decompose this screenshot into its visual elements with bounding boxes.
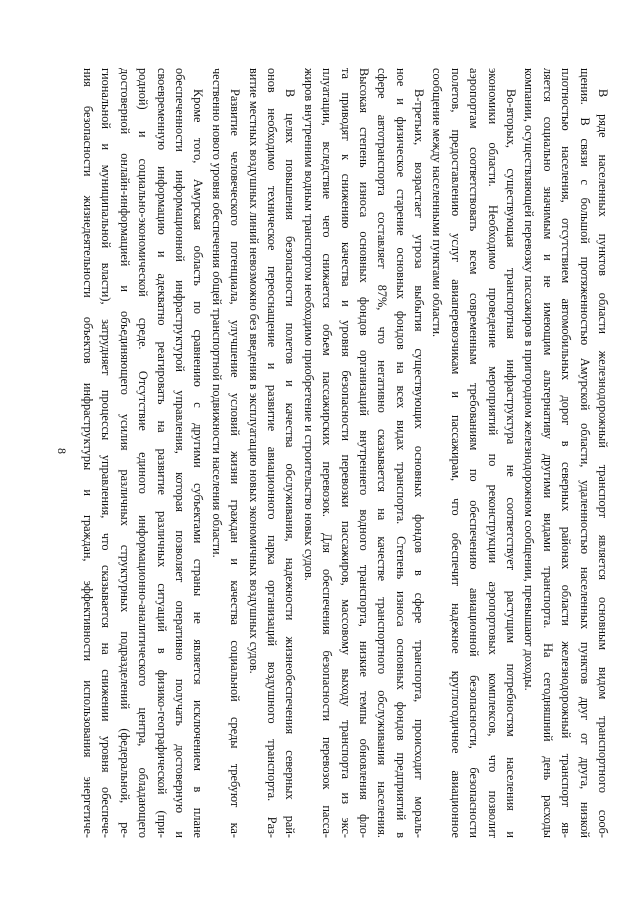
text-line: гиональной и муниципальной власти), затрудняет процессы управления, что сказывается на снижении уровня обеспече- (99, 68, 114, 838)
text-line: своевременную информацию и адекватно реагировать на развитие различных ситуаций в физико-географической (при- (154, 68, 169, 838)
text-line: плотностью населения, отсутствием автомобильных дорог в северных районах области железнодорожный транспорт яв- (559, 68, 574, 838)
text-line: ляется социально значимым и не имеющим альтернативу другими видами транспорта. На сегодняшний день расходы (540, 68, 555, 838)
text-line: щения. В связи с большой протяженностью Амурской области, удаленностью населенных пунктов друг от друга, низкой (577, 68, 592, 838)
text-line: чественно нового уровня обеспечения общей транспортной подвижности населения области. (209, 68, 224, 558)
text-line: компании, осуществляющей перевозку пассажиров в пригородном железнодорожном сообщении, превышают доходы. (522, 68, 537, 691)
text-line: полетов, предоставлению услуг авиаперевозчикам и пассажирам, что обеспечит надежное круглогодичное авиационное (448, 68, 463, 838)
page-number: 8 (55, 448, 69, 454)
text-line: В-третьих, возрастает угроза выбытия существующих основных фондов в сфере транспорта, происходит мораль- (412, 89, 427, 838)
text-line: жиров внутренним водным транспортом необходимо приобретение и строительство новых судов. (301, 68, 316, 581)
text-line: Высокая степень износа основных фондов организаций внутреннего водного транспорта, низкие темпы обновления фло- (356, 68, 371, 838)
text-line: аэропортам соответствовать всем современным требованиям по обеспечению авиационной безопасности, безопасности (467, 68, 482, 838)
text-line: плуатации, вследствие чего снижается объем пассажирских перевозок. Для обеспечения безопасности перевозок пасса- (320, 68, 335, 838)
text-line: экономики области. Необходимо проведение мероприятий по реконструкции аэропортовых комплексов, что позволит (485, 68, 500, 838)
text-line: Во-вторых, существующая транспортная инфраструктура не соответствует растущим потребностям населения и (504, 89, 519, 838)
text-line: онов необходимо техническое переоснащение и развитие авиационного парка организаций воздушного транспорта. Раз- (264, 68, 279, 838)
text-line: сфере автотранспорта составляет 87%, что негативно сказывается на качестве транспортного обслуживания населения. (375, 68, 390, 838)
text-line: В ряде населенных пунктов области железнодорожный транспорт является основным видом транспортного сооб- (596, 89, 610, 838)
text-line: В целях повышения безопасности полетов и качества обслуживания, надежности жизнеобеспечения северных рай- (283, 89, 298, 838)
text-line: Кроме того, Амурская область по сравнению с другими субъектами страны не является исключением в плане (191, 89, 206, 838)
text-line: обеспеченности информационной инфраструктурой управления, которая позволяет оперативно получать достоверную и (173, 68, 188, 838)
text-line: ное и физическое старение основных фондов на всех видах транспорта. Степень износа основных фондов предприятий в (393, 68, 408, 838)
text-line: витие местных воздушных линий невозможно без введения в эксплуатацию новых экономичных воздушных судов. (246, 68, 261, 674)
text-line: та приводят к снижению качества и уровня безопасности перевозки пассажиров, массовому выходу транспорта из экс- (338, 68, 353, 838)
text-line: сообщение между населенными пунктами области. (430, 68, 445, 338)
rotated-text-block (81, 68, 612, 838)
text-line: достоверной онлайн-информацией и объединяющего усилия различных структурных подразделений (федеральной, ре- (117, 68, 132, 838)
text-line: ния безопасности жизнедеятельности объектов инфраструктуры и граждан, эффективности использования энергетиче- (81, 68, 96, 838)
text-line: родной) и социально-экономической среде. Отсутствие единого информационно-аналитического центра, обладающего (136, 68, 151, 838)
text-line: Развитие человеческого потенциала, улучшение условий жизни граждан и качества социальной среды требуют ка- (228, 89, 243, 838)
